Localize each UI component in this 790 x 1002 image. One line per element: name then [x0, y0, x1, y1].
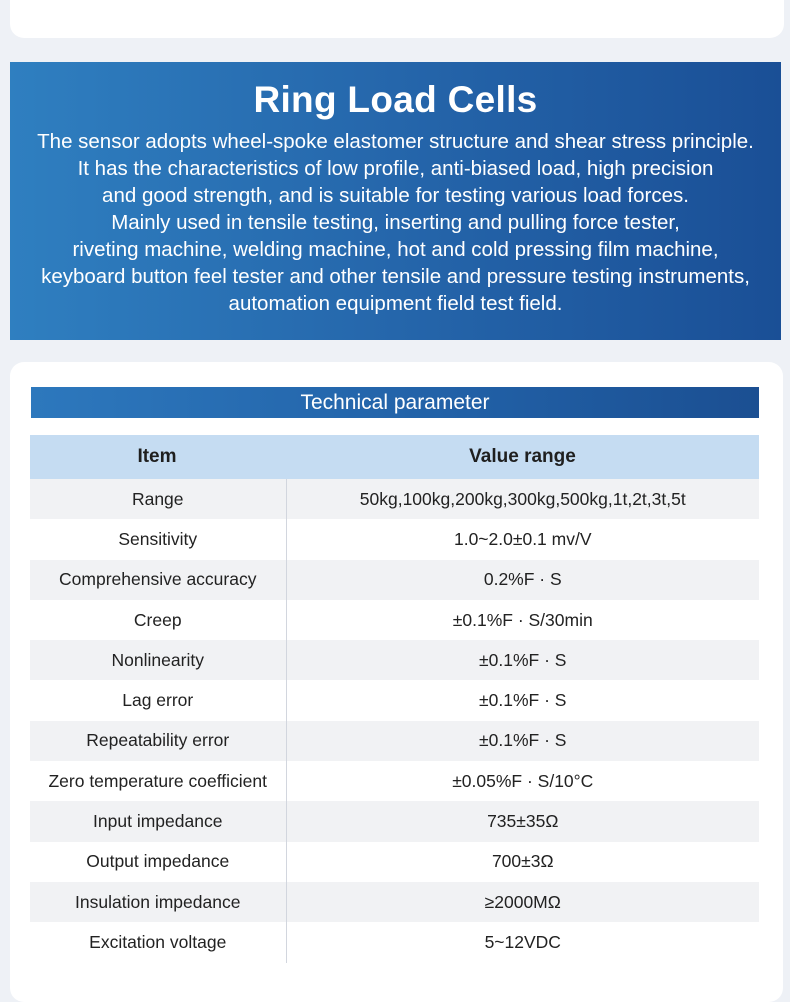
- description-line: riveting machine, welding machine, hot and cold pressing film machine,: [72, 238, 719, 261]
- parameter-value: 50kg,100kg,200kg,300kg,500kg,1t,2t,3t,5t: [286, 479, 759, 519]
- hero-banner: [10, 62, 781, 340]
- parameter-value: 5~12VDC: [286, 922, 759, 962]
- parameter-value: ±0.1%F · S/30min: [286, 600, 759, 640]
- description-line: keyboard button feel tester and other tensile and pressure testing instruments,: [41, 265, 750, 288]
- table-row: [30, 721, 759, 761]
- top-card: [10, 0, 784, 38]
- parameter-name: Lag error: [30, 680, 286, 720]
- table-row: [30, 761, 759, 801]
- parameter-name: Zero temperature coefficient: [30, 761, 286, 801]
- table-row: [30, 519, 759, 559]
- parameter-value: ±0.1%F · S: [286, 721, 759, 761]
- parameter-value: ≥2000MΩ: [286, 882, 759, 922]
- table-row: [30, 922, 759, 962]
- parameter-name: Creep: [30, 600, 286, 640]
- section-title: Technical parameter: [31, 387, 759, 418]
- table-header-row: [30, 435, 759, 479]
- parameter-table: [30, 435, 759, 963]
- table-row: [30, 640, 759, 680]
- parameter-name: Comprehensive accuracy: [30, 560, 286, 600]
- table-row: [30, 842, 759, 882]
- parameter-value: 700±3Ω: [286, 842, 759, 882]
- parameter-value: ±0.1%F · S: [286, 680, 759, 720]
- description-line: and good strength, and is suitable for testing various load forces.: [102, 184, 689, 207]
- description-line: The sensor adopts wheel-spoke elastomer structure and shear stress principle.: [37, 130, 754, 153]
- parameter-name: Sensitivity: [30, 519, 286, 559]
- parameter-name: Repeatability error: [30, 721, 286, 761]
- table-row: [30, 560, 759, 600]
- parameter-value: ±0.05%F · S/10°C: [286, 761, 759, 801]
- table-row: [30, 882, 759, 922]
- table-row: [30, 479, 759, 519]
- column-header-value: Value range: [286, 435, 759, 479]
- table-row: [30, 600, 759, 640]
- parameter-value: 1.0~2.0±0.1 mv/V: [286, 519, 759, 559]
- table-body: [30, 479, 759, 963]
- description-line: Mainly used in tensile testing, inserting and pulling force tester,: [111, 211, 680, 234]
- description-line: automation equipment field test field.: [228, 292, 563, 315]
- table-row: [30, 801, 759, 841]
- parameter-name: Input impedance: [30, 801, 286, 841]
- technical-parameter-card: [10, 362, 783, 1002]
- product-description: [10, 128, 781, 317]
- parameter-name: Excitation voltage: [30, 922, 286, 962]
- parameter-value: ±0.1%F · S: [286, 640, 759, 680]
- description-line: It has the characteristics of low profile, anti-biased load, high precision: [77, 157, 714, 180]
- page-title: Ring Load Cells: [253, 79, 538, 120]
- parameter-value: 0.2%F · S: [286, 560, 759, 600]
- parameter-value: 735±35Ω: [286, 801, 759, 841]
- parameter-name: Nonlinearity: [30, 640, 286, 680]
- parameter-name: Range: [30, 479, 286, 519]
- parameter-name: Insulation impedance: [30, 882, 286, 922]
- parameter-name: Output impedance: [30, 842, 286, 882]
- table-row: [30, 680, 759, 720]
- column-header-item: Item: [30, 435, 286, 479]
